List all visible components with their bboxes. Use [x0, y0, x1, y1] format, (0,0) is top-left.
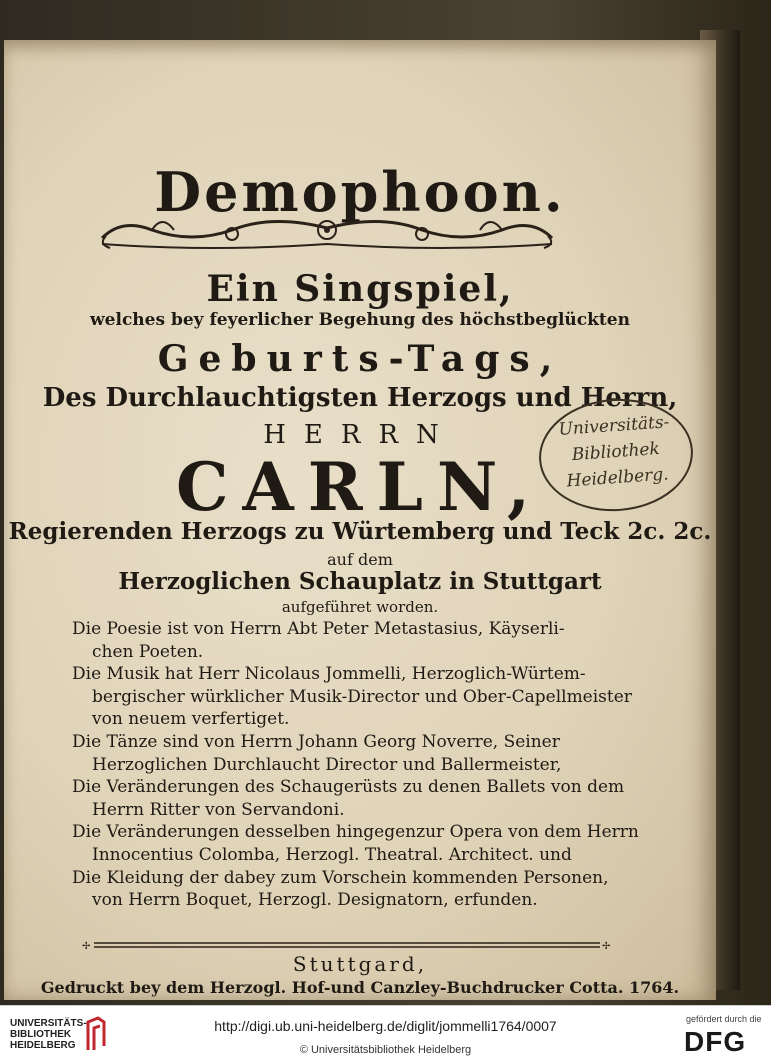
auf-dem-line: auf dem	[327, 550, 393, 569]
imprint-line: Gedruckt bey dem Herzogl. Hof-und Canzley-Buchdrucker Cotta. 1764.	[40, 978, 680, 997]
theatre-line: Herzoglichen Schauplatz in Stuttgart	[118, 568, 602, 595]
stamp-line: Bibliothek	[571, 438, 661, 466]
reigning-line: Regierenden Herzogs zu Würtemberg und Teck 2c. 2c.	[8, 518, 712, 545]
work-title: Demophoon.	[154, 160, 566, 224]
duke-line: Des Durchlauchtigsten Herzogs und Herrn,	[42, 383, 678, 413]
credit-line: Herzoglichen Durchlaucht Director und Ballermeister,	[92, 754, 562, 775]
imprint-place: Stuttgard,	[292, 952, 428, 976]
logo-line: BIBLIOTHEK	[10, 1029, 72, 1040]
viewer-footer	[0, 1005, 771, 1064]
library-stamp	[532, 391, 700, 520]
double-rule-divider	[82, 940, 612, 950]
title-page	[4, 40, 716, 1000]
credit-line: von neuem verfertiget.	[92, 709, 290, 730]
credit-line: Die Poesie ist von Herrn Abt Peter Metastasius, Käyserli-	[72, 619, 565, 639]
credit-line: Die Musik hat Herr Nicolaus Jommelli, Herzoglich-Würtem-	[72, 664, 586, 685]
credit-line: bergischer würklicher Musik-Director und Ober-Capellmeister	[92, 686, 632, 707]
permalink-url[interactable]: http://digi.ub.uni-heidelberg.de/diglit/jommelli1764/0007	[214, 1018, 557, 1034]
occasion-line: welches bey feyerlicher Begehung des höchstbeglückten	[90, 310, 630, 330]
herrn-line: HERRN	[263, 420, 457, 450]
funding-note: gefördert durch die	[686, 1014, 762, 1024]
credits-block	[72, 618, 639, 912]
ornament-divider-icon	[92, 200, 562, 260]
credit-line: von Herrn Boquet, Herzogl. Designatorn, erfunden.	[92, 890, 538, 911]
credit-line: Die Veränderungen des Schaugerüsts zu denen Ballets von dem	[72, 777, 625, 798]
credit-line: Die Kleidung der dabey zum Vorschein kommenden Personen,	[72, 867, 609, 888]
subtitle: Ein Singspiel,	[206, 268, 514, 310]
logo-line: UNIVERSITÄTS-	[10, 1018, 87, 1029]
birthday-line: Geburts-Tags,	[157, 338, 563, 380]
logo-line: HEIDELBERG	[10, 1040, 76, 1051]
credit-line: Innocentius Colomba, Herzogl. Theatral. Architect. und	[92, 844, 572, 865]
stamp-line: Heidelberg.	[565, 464, 670, 492]
credit-line: Herrn Ritter von Servandoni.	[92, 799, 345, 820]
dfg-logo[interactable]: DFG	[684, 1026, 747, 1057]
copyright-notice: © Universitätsbibliothek Heidelberg	[299, 1044, 472, 1056]
credit-line: Die Veränderungen desselben hingegenzur Opera von dem Herrn	[72, 822, 639, 843]
dedicatee-name: CARLN,	[175, 448, 545, 526]
stamp-line: Universitäts-	[557, 412, 671, 440]
credit-line: chen Poeten.	[92, 641, 204, 662]
performed-line: aufgeführet worden.	[281, 598, 439, 616]
svg-text:✢: ✢	[82, 941, 91, 950]
svg-text:✢: ✢	[602, 941, 611, 950]
credit-line: Die Tänze sind von Herrn Johann Georg Noverre, Seiner	[72, 731, 560, 752]
